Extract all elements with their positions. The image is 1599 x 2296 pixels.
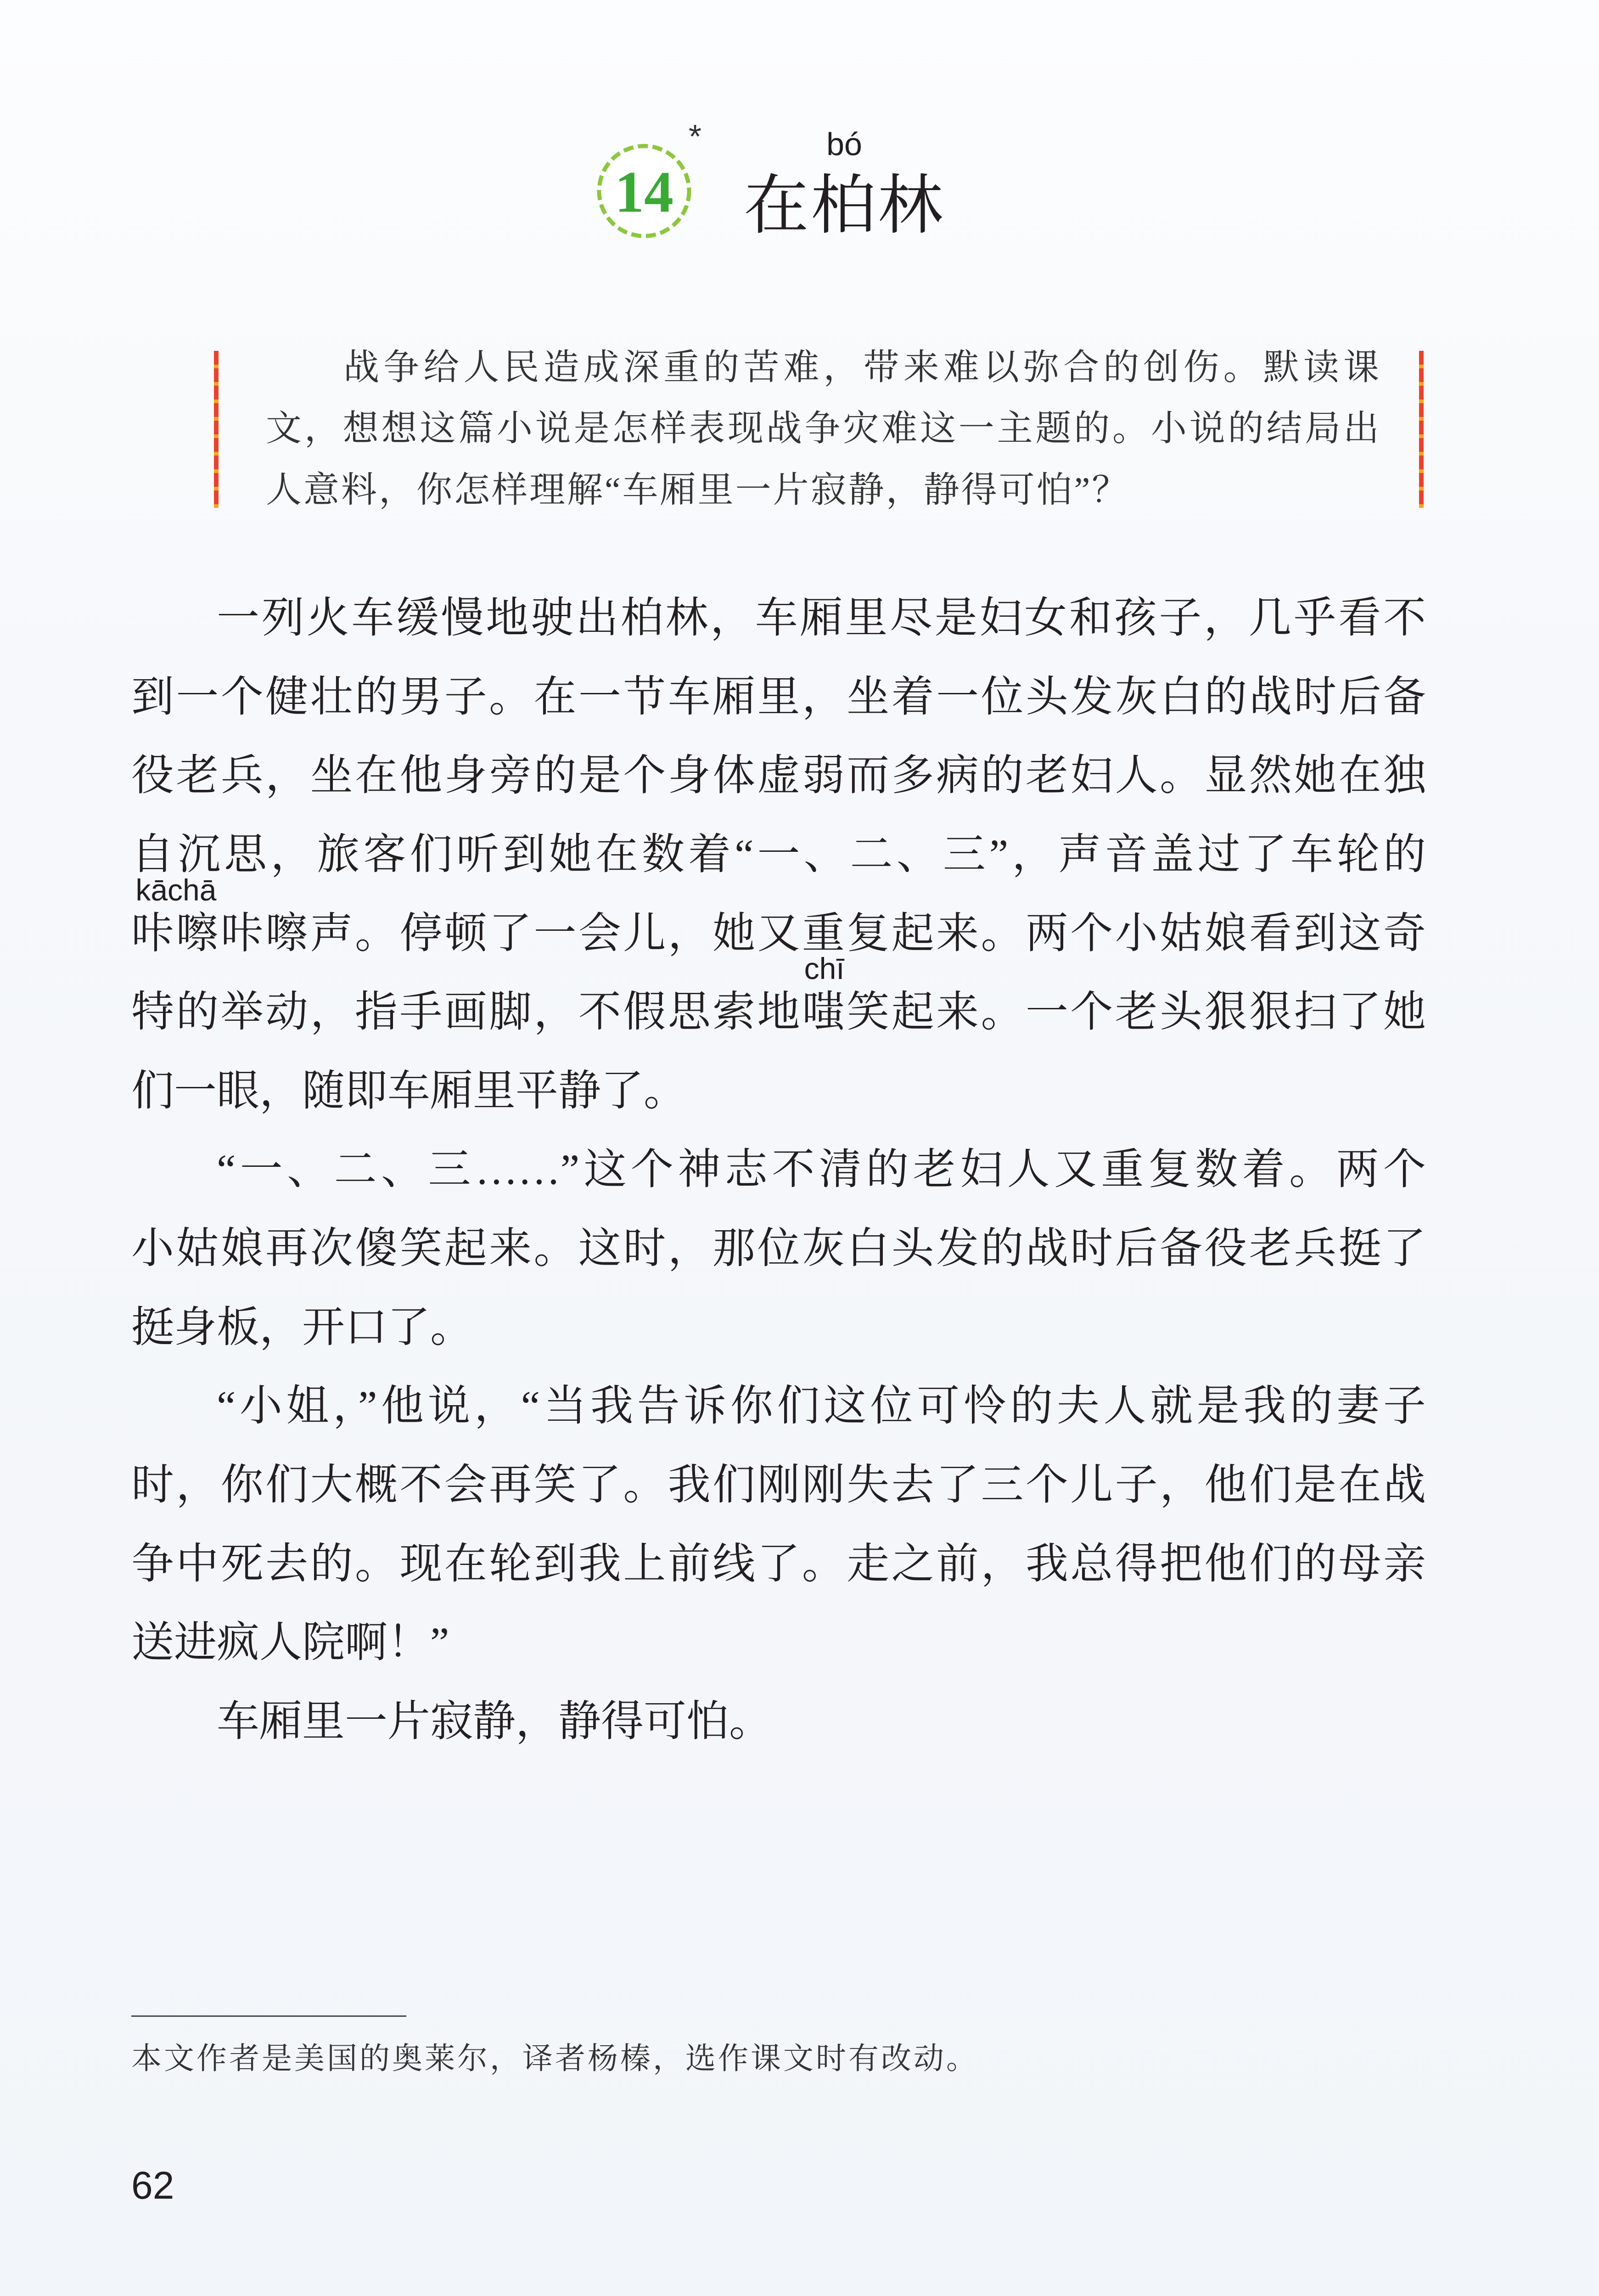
self-study-marker: * bbox=[689, 118, 702, 155]
annotated-text: 嗤 bbox=[802, 989, 847, 1036]
annotated-word bbox=[802, 951, 847, 1036]
pinyin-annotation: chī bbox=[804, 951, 845, 986]
text-line: 自沉思，旅客们听到她在数着“一、二、三”，声音盖过了车轮的 bbox=[131, 831, 1426, 878]
text-line: 车厢里一片寂静，静得可怕。 bbox=[217, 1698, 772, 1745]
pinyin-annotation: bó bbox=[826, 126, 862, 162]
annotated-text: 咔嚓 bbox=[131, 910, 221, 957]
annotated-text: 柏 bbox=[811, 169, 878, 242]
lesson-title bbox=[744, 126, 945, 252]
lesson-number: 14 bbox=[615, 159, 673, 225]
text-line bbox=[131, 951, 1426, 1052]
text-line: 们一眼，随即车厢里平静了。 bbox=[131, 1067, 686, 1115]
story-text bbox=[131, 579, 1426, 1761]
text-line: 役老兵，坐在他身旁的是个身体虚弱而多病的老妇人。显然她在独 bbox=[131, 752, 1426, 800]
text-line: 挺身板，开口了。 bbox=[131, 1304, 473, 1351]
paragraph bbox=[131, 1131, 1426, 1367]
prompt-left-bar bbox=[214, 351, 219, 508]
page-number: 62 bbox=[131, 2164, 174, 2207]
title-text: 林 bbox=[878, 169, 945, 242]
lesson-number-ring bbox=[591, 138, 697, 244]
text-line: “小姐，”他说，“当我告诉你们这位可怜的夫人就是我的妻子 bbox=[217, 1383, 1426, 1430]
footnote-divider bbox=[131, 2015, 406, 2017]
prompt-line: 战争给人民造成深重的苦难，带来难以弥合的创伤。默读课 bbox=[343, 347, 1381, 387]
paragraph bbox=[131, 1367, 1426, 1683]
annotated-word bbox=[131, 872, 221, 957]
prompt-right-bar bbox=[1419, 351, 1424, 508]
title-annotated-char bbox=[811, 126, 878, 242]
text-line: 争中死去的。现在轮到我上前线了。走之前，我总得把他们的母亲 bbox=[131, 1540, 1426, 1588]
line-text: 特的举动，指手画脚，不假思索地 bbox=[131, 989, 802, 1036]
text-line: 小姑娘再次傻笑起来。这时，那位灰白头发的战时后备役老兵挺了 bbox=[131, 1225, 1426, 1273]
paragraph bbox=[131, 1683, 1426, 1761]
text-line: 到一个健壮的男子。在一节车厢里，坐着一位头发灰白的战时后备 bbox=[131, 673, 1426, 721]
line-text: 笑起来。一个老头狠狠扫了她 bbox=[847, 989, 1426, 1036]
line-text: 咔嚓声。停顿了一会儿，她又重复起来。两个小姑娘看到这奇 bbox=[220, 910, 1426, 957]
pinyin-annotation: kāchā bbox=[135, 872, 217, 907]
lesson-number-badge bbox=[591, 138, 697, 244]
prompt-line: 文，想想这篇小说是怎样表现战争灾难这一主题的。小说的结局出 bbox=[266, 408, 1381, 449]
text-line: “一、二、三……”这个神志不清的老妇人又重复数着。两个 bbox=[217, 1146, 1426, 1194]
paragraph bbox=[131, 579, 1426, 1131]
text-line bbox=[131, 872, 1426, 974]
title-text: 在 bbox=[744, 169, 811, 242]
text-line: 时，你们大概不会再笑了。我们刚刚失去了三个儿子，他们是在战 bbox=[131, 1462, 1426, 1509]
prompt-line: 人意料，你怎样理解“车厢里一片寂静，静得可怕”？ bbox=[266, 469, 1130, 510]
footnote: 本文作者是美国的奥莱尔，译者杨榛，选作课文时有改动。 bbox=[131, 2042, 979, 2076]
text-line: 一列火车缓慢地驶出柏林，车厢里尽是妇女和孩子，几乎看不 bbox=[217, 595, 1426, 642]
text-line: 送进疯人院啊！” bbox=[131, 1619, 449, 1667]
reading-prompt bbox=[266, 337, 1381, 520]
